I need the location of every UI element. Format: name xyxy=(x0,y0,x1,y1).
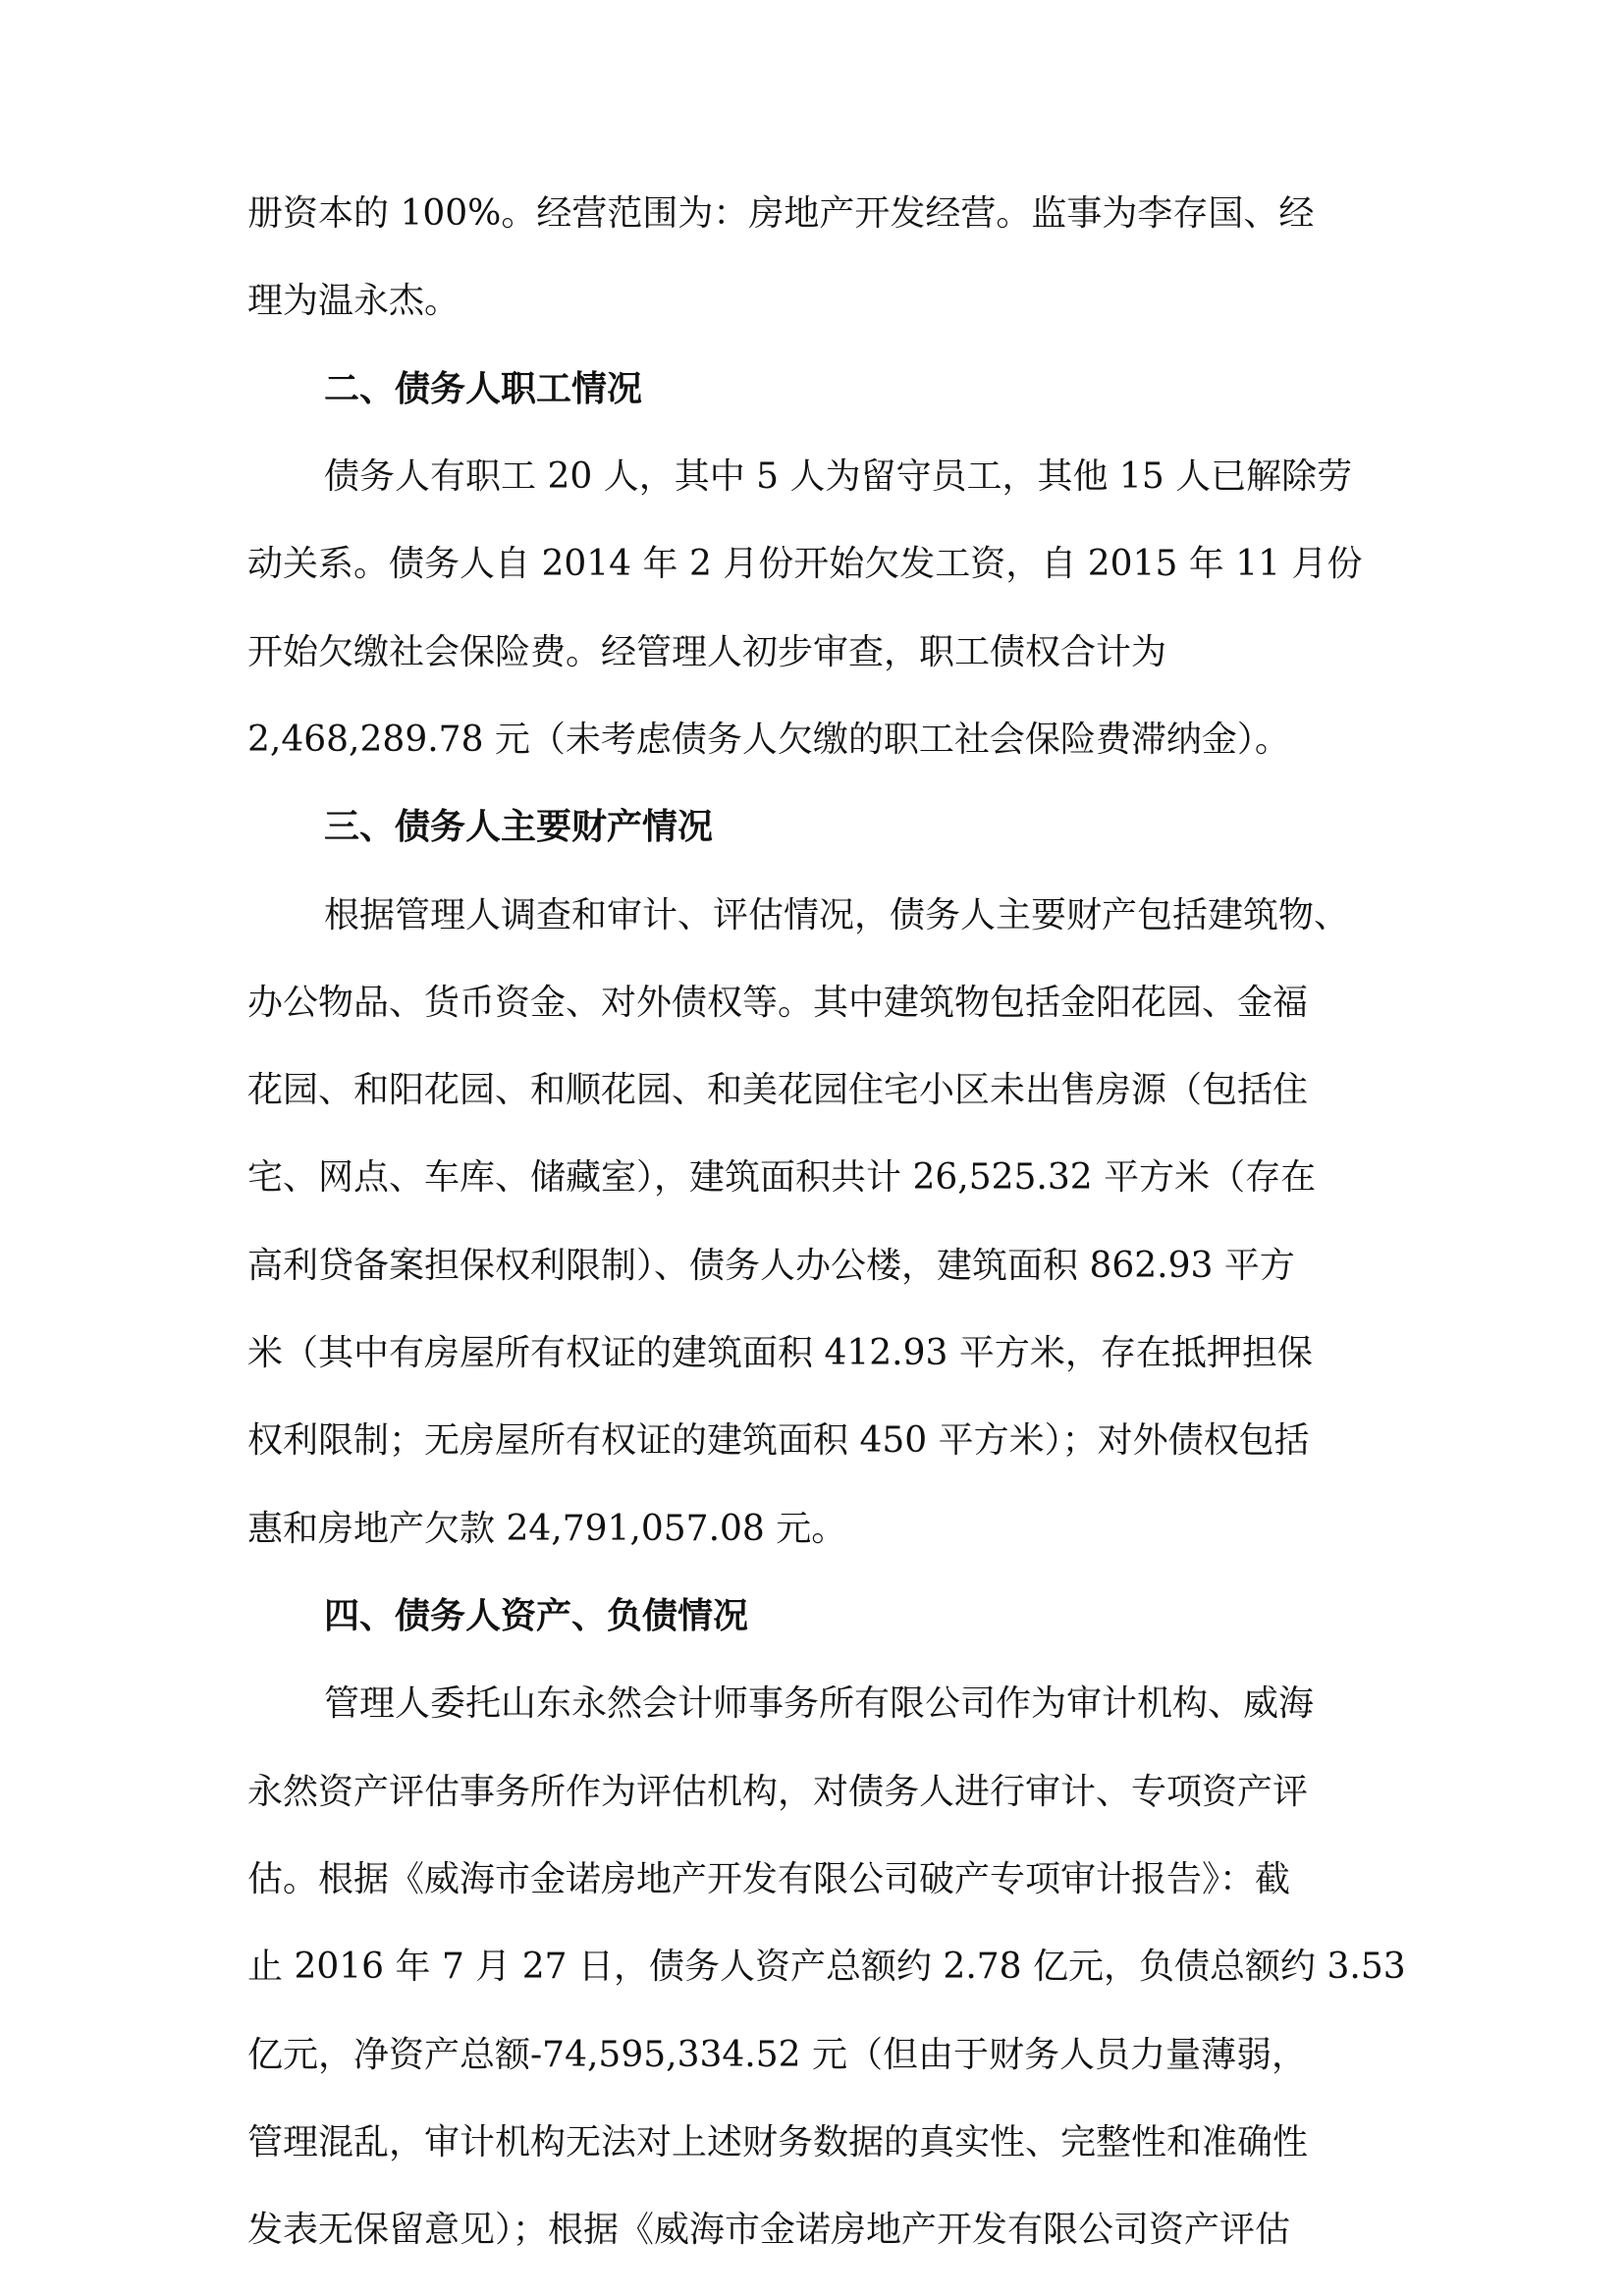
body-text-line: 止 2016 年 7 月 27 日，债务人资产总额约 2.78 亿元，负债总额约 3.53 xyxy=(247,1947,1406,1987)
body-text-line: 花园、和阳花园、和顺花园、和美花园住宅小区未出售房源（包括住 xyxy=(247,1070,1309,1110)
body-text-line: 根据管理人调查和审计、评估情况，债务人主要财产包括建筑物、 xyxy=(324,895,1350,935)
body-text-line: 管理混乱，审计机构无法对上述财务数据的真实性、完整性和准确性 xyxy=(247,2122,1309,2163)
section-heading-4: 四、债务人资产、负债情况 xyxy=(324,1596,749,1636)
body-text-line: 惠和房地产欠款 24,791,057.08 元。 xyxy=(247,1509,847,1549)
body-text-line: 册资本的 100%。经营范围为：房地产开发经营。监事为李存国、经 xyxy=(247,193,1315,234)
section-heading-2: 二、债务人职工情况 xyxy=(324,369,643,409)
body-text-line: 发表无保留意见）；根据《威海市金诺房地产开发有限公司资产评估 xyxy=(247,2210,1291,2250)
body-text-line: 亿元，净资产总额-74,595,334.52 元（但由于财务人员力量薄弱， xyxy=(247,2035,1307,2075)
section-heading-3: 三、债务人主要财产情况 xyxy=(324,807,714,847)
body-text-line: 动关系。债务人自 2014 年 2 月份开始欠发工资，自 2015 年 11 月份 xyxy=(247,544,1363,584)
body-text-line: 高利贷备案担保权利限制）、债务人办公楼，建筑面积 862.93 平方 xyxy=(247,1246,1295,1286)
body-text-line: 估。根据《威海市金诺房地产开发有限公司破产专项审计报告》：截 xyxy=(247,1859,1291,1899)
body-text-line: 办公物品、货币资金、对外债权等。其中建筑物包括金阳花园、金福 xyxy=(247,983,1309,1023)
body-text-line: 2,468,289.78 元（未考虑债务人欠缴的职工社会保险费滞纳金）。 xyxy=(247,720,1290,760)
body-text-line: 理为温永杰。 xyxy=(247,281,460,321)
body-text-line: 管理人委托山东永然会计师事务所有限公司作为审计机构、威海 xyxy=(324,1683,1315,1724)
body-text-line: 权利限制；无房屋所有权证的建筑面积 450 平方米）；对外债权包括 xyxy=(247,1420,1310,1461)
body-text-line: 永然资产评估事务所作为评估机构，对债务人进行审计、专项资产评 xyxy=(247,1772,1309,1812)
body-text-line: 开始欠缴社会保险费。经管理人初步审查，职工债权合计为 xyxy=(247,632,1167,672)
body-text-line: 米（其中有房屋所有权证的建筑面积 412.93 平方米，存在抵押担保 xyxy=(247,1333,1313,1373)
body-text-line: 宅、网点、车库、储藏室），建筑面积共计 26,525.32 平方米（存在 xyxy=(247,1157,1317,1198)
body-text-line: 债务人有职工 20 人，其中 5 人为留守员工，其他 15 人已解除劳 xyxy=(324,456,1353,497)
